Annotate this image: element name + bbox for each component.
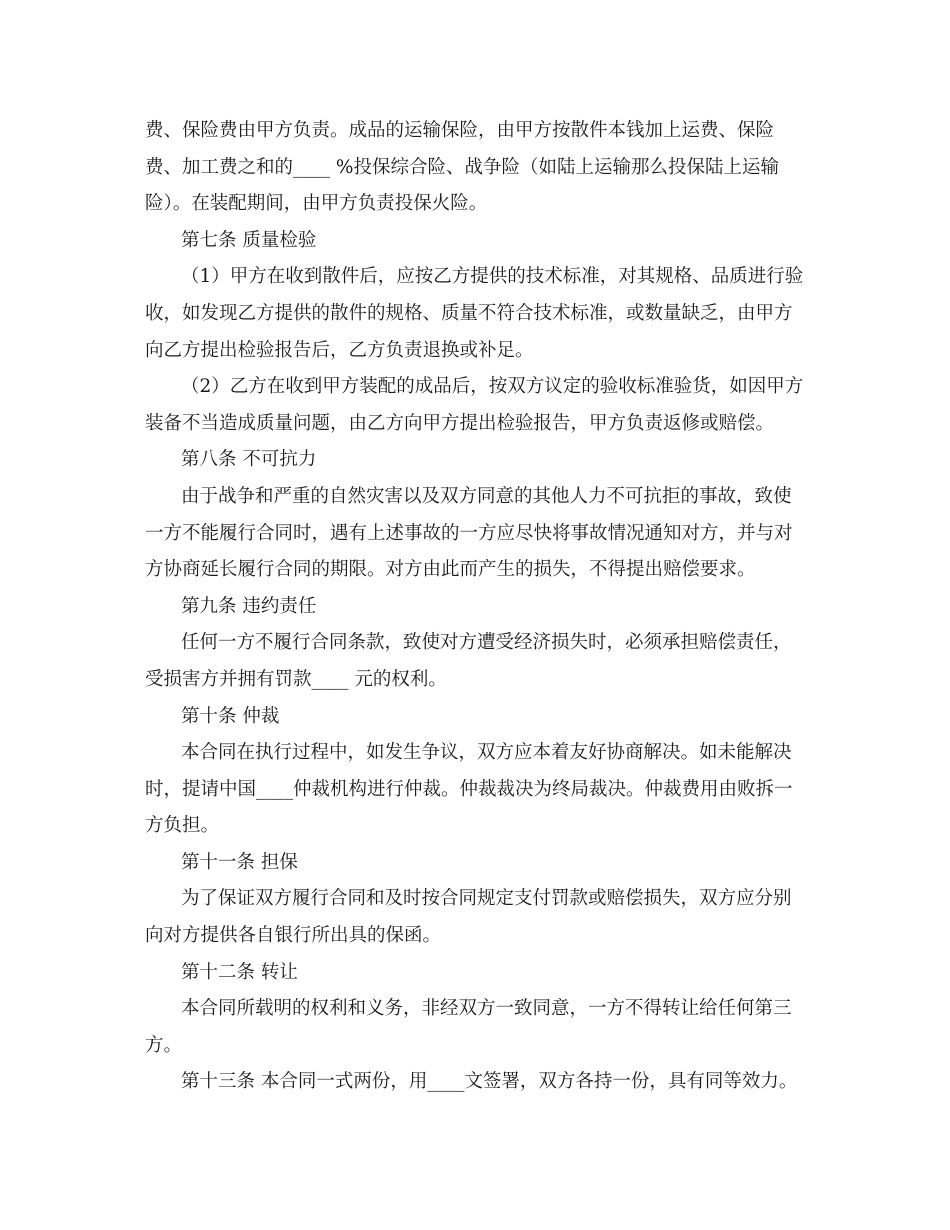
text-line: 一方不能履行合同时，遇有上述事故的一方应尽快将事故情况通知对方，并与对 [145, 522, 793, 544]
text-line: 险）。在装配期间，由甲方负责投保火险。 [145, 193, 488, 215]
section-heading: 第十条 仲裁 [181, 705, 280, 727]
text-line: 时，提请中国____仲裁机构进行仲裁。仲裁裁决为终局裁决。仲裁费用由败拆一 [145, 778, 793, 800]
section-heading: 第十一条 担保 [181, 851, 298, 873]
section-heading: 第十三条 本合同一式两份，用____文签署，双方各持一份，具有同等效力。 [181, 1071, 798, 1093]
text-line: 向对方提供各自银行所出具的保函。 [145, 925, 442, 947]
section-heading: 第七条 质量检验 [181, 229, 317, 251]
text-line: 为了保证双方履行合同和及时按合同规定支付罚款或赔偿损失，双方应分别 [181, 888, 792, 910]
text-line: 费、保险费由甲方负责。成品的运输保险，由甲方按散件本钱加上运费、保险 [145, 120, 775, 141]
section-heading: 第十二条 转让 [181, 961, 298, 983]
text-line: 方负担。 [145, 815, 220, 837]
text-line: （2）乙方在收到甲方装配的成品后，按双方议定的验收标准验货，如因甲方 [181, 376, 804, 398]
text-line: 方协商延长履行合同的期限。对方由此而产生的损失，不得提出赔偿要求。 [145, 559, 756, 581]
text-line: 任何一方不履行合同条款，致使对方遭受经济损失时，必须承担赔偿责任， [181, 632, 792, 654]
text-line: 由于战争和严重的自然灾害以及双方同意的其他人力不可抗拒的事故，致使 [181, 485, 792, 507]
text-line: 收，如发现乙方提供的散件的规格、质量不符合技术标准，或数量缺乏，由甲方 [145, 302, 793, 324]
text-line: 装备不当造成质量问题，由乙方向甲方提出检验报告，甲方负责返修或赔偿。 [145, 412, 775, 434]
section-heading: 第九条 违约责任 [181, 595, 317, 617]
section-heading: 第八条 不可抗力 [181, 449, 317, 471]
text-line: 向乙方提出检验报告后，乙方负责退换或补足。 [145, 339, 534, 361]
text-line: （1）甲方在收到散件后，应按乙方提供的技术标准，对其规格、品质进行验 [181, 266, 804, 288]
text-line: 本合同所载明的权利和义务，非经双方一致同意，一方不得转让给任何第三 [181, 998, 792, 1020]
text-line: 受损害方并拥有罚款____ 元的权利。 [145, 668, 447, 690]
text-line: 方。 [145, 1034, 183, 1056]
text-line: 本合同在执行过程中，如发生争议，双方应本着友好协商解决。如未能解决 [181, 742, 792, 764]
text-line: 费、加工费之和的____ %投保综合险、战争险（如陆上运输那么投保陆上运输 [145, 156, 779, 178]
document-body [145, 113, 810, 1101]
